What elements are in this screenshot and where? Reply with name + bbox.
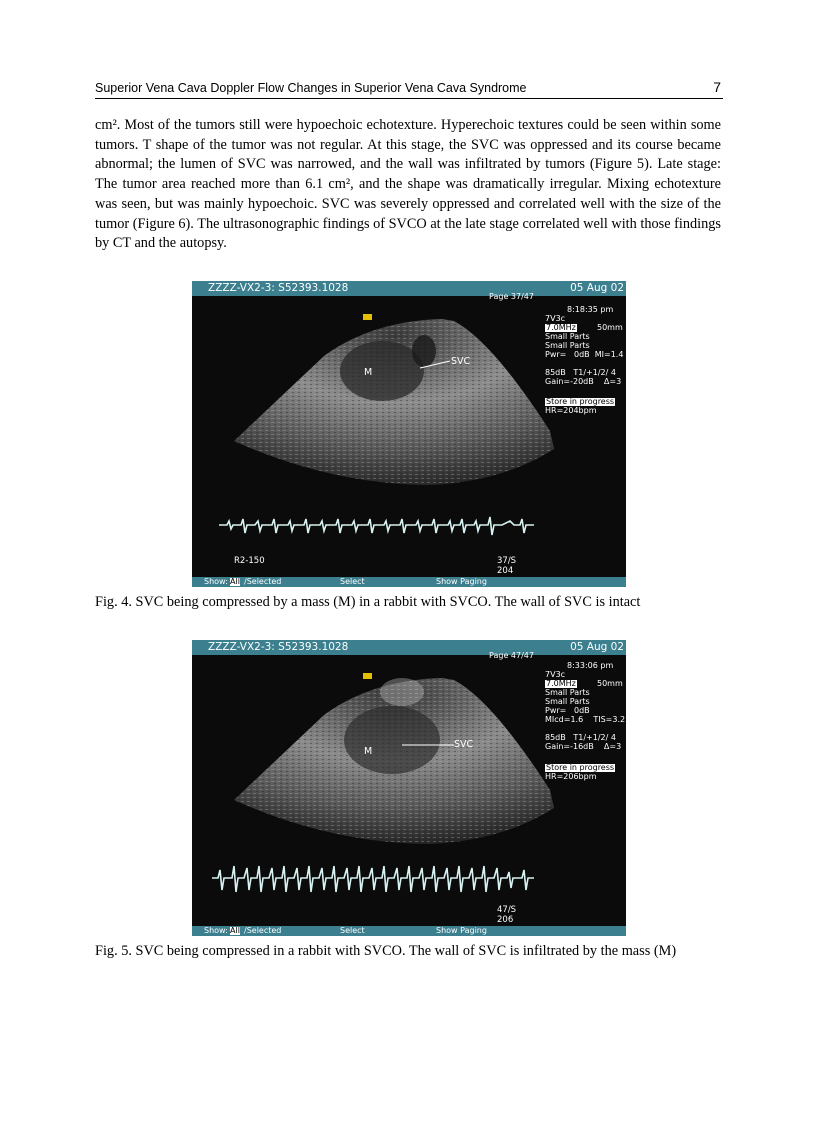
- figure-5-preset-2: Small Parts: [545, 697, 590, 706]
- body-paragraph: [95, 116, 721, 254]
- figure-4-gain-1: 85dB T1/+1/2/ 4: [545, 368, 616, 377]
- figure-4-svc-lumen: [412, 335, 436, 367]
- figure-5-gain-2: Gain=-16dB Δ=3: [545, 742, 622, 751]
- figure-5-page: Page 47/47: [489, 651, 534, 660]
- figure-5-footer-select: Select: [340, 926, 365, 935]
- figure-4-footer-selected: /Selected: [244, 577, 282, 586]
- figure-4-footer-show: Show:: [204, 577, 228, 586]
- figure-4-hr: HR=204bpm: [545, 406, 597, 415]
- figure-5-gain-1: 85dB T1/+1/2/ 4: [545, 733, 616, 742]
- page-number: 7: [713, 79, 721, 95]
- figure-5-probe: 7V3c: [545, 670, 566, 679]
- figure-4-preset-2: Small Parts: [545, 341, 590, 350]
- figure-4-preset-1: Small Parts: [545, 332, 590, 341]
- figure-5-date: 05 Aug 02: [570, 641, 624, 653]
- figure-5-caption: Fig. 5. SVC being compressed in a rabbit with SVCO. The wall of SVC is infiltrated by the mass (M): [95, 943, 677, 959]
- figure-4-depth: 50mm: [597, 323, 623, 332]
- figure-4-power: Pwr= 0dB MI=1.4: [545, 350, 624, 359]
- figure-4-footer-all: All: [230, 577, 240, 586]
- figure-5-orientation-marker: [363, 673, 372, 679]
- figure-5-ultrasound: [192, 640, 626, 936]
- figure-5-mass-shadow: [344, 706, 440, 774]
- figure-4-label-svc: SVC: [451, 356, 471, 367]
- figure-4-time: 8:18:35 pm: [567, 305, 614, 314]
- running-header-title: Superior Vena Cava Doppler Flow Changes in Superior Vena Cava Syndrome: [95, 81, 527, 95]
- figure-4-label-m: M: [364, 367, 373, 378]
- figure-5-label-m: M: [364, 746, 373, 757]
- figure-5-bright-region: [380, 678, 424, 706]
- body-paragraph-text: cm². Most of the tumors still were hypoechoic echotexture. Hyperechoic textures could be seen within some tumors. T shape of the tumor was not regular. At this stage, the SVC was oppressed and its course became abnormal; the lumen of SVC was narrowed, and the wall was infiltrated by tumors (Figure 5). Late stage: The tumor area reached more than 6.1 cm², and the shape was dramatically irregular. Mixing echotexture was seen, but was mainly hypoechoic. SVC was severely oppressed and correlated well with the size of the tumor (Figure 6). The ultrasonographic findings of SVCO at the late stage correlated well with those findings by CT and the autopsy.: [95, 117, 721, 252]
- figure-4-store: Store in progress: [546, 397, 615, 406]
- figure-4-ultrasound: [192, 281, 626, 587]
- figure-5-depth: 50mm: [597, 679, 623, 688]
- figure-5-ecg-trace: [212, 866, 534, 892]
- figure-5-freq: 7.0MHz: [546, 679, 576, 688]
- figure-5-time: 8:33:06 pm: [567, 661, 614, 670]
- figure-4-caption: Fig. 4. SVC being compressed by a mass (M) in a rabbit with SVCO. The wall of SVC is intact: [95, 594, 641, 610]
- figure-4-footer-paging: Show Paging: [436, 577, 487, 586]
- figure-4-bottom-right-1: 37/S: [497, 556, 517, 566]
- running-header: [95, 80, 723, 99]
- figure-4-bottom-right-2: 204: [497, 566, 514, 576]
- figure-5-store: Store in progress: [546, 763, 615, 772]
- figure-5-footer-all: All: [230, 926, 240, 935]
- figure-5-bottom-right-2: 206: [497, 915, 514, 925]
- figure-5-bottom-right-1: 47/S: [497, 905, 517, 915]
- figure-4-gain-2: Gain=-20dB Δ=3: [545, 377, 622, 386]
- figure-5-label-svc: SVC: [454, 739, 474, 750]
- figure-5-preset-1: Small Parts: [545, 688, 590, 697]
- figure-4-mass-shadow: [340, 341, 424, 401]
- figure-5-footer-paging: Show Paging: [436, 926, 487, 935]
- figure-4-orientation-marker: [363, 314, 372, 320]
- figure-5-footer-selected: /Selected: [244, 926, 282, 935]
- figure-4-page: Page 37/47: [489, 292, 534, 301]
- figure-4-date: 05 Aug 02: [570, 282, 624, 294]
- figure-4-probe: 7V3c: [545, 314, 566, 323]
- figure-4-bottom-left: R2-150: [234, 556, 265, 566]
- figure-5-title: ZZZZ-VX2-3: S52393.1028: [208, 641, 349, 653]
- figure-5-footer-show: Show:: [204, 926, 228, 935]
- figure-4-freq: 7.0MHz: [546, 323, 576, 332]
- figure-5-hr: HR=206bpm: [545, 772, 597, 781]
- figure-5-power: Pwr= 0dB: [545, 706, 590, 715]
- figure-4-footer-select: Select: [340, 577, 365, 586]
- figure-4-title: ZZZZ-VX2-3: S52393.1028: [208, 282, 349, 294]
- figure-4-ecg-trace: [219, 517, 534, 535]
- figure-5-extra: MIcd=1.6 TIS=3.2: [545, 715, 626, 724]
